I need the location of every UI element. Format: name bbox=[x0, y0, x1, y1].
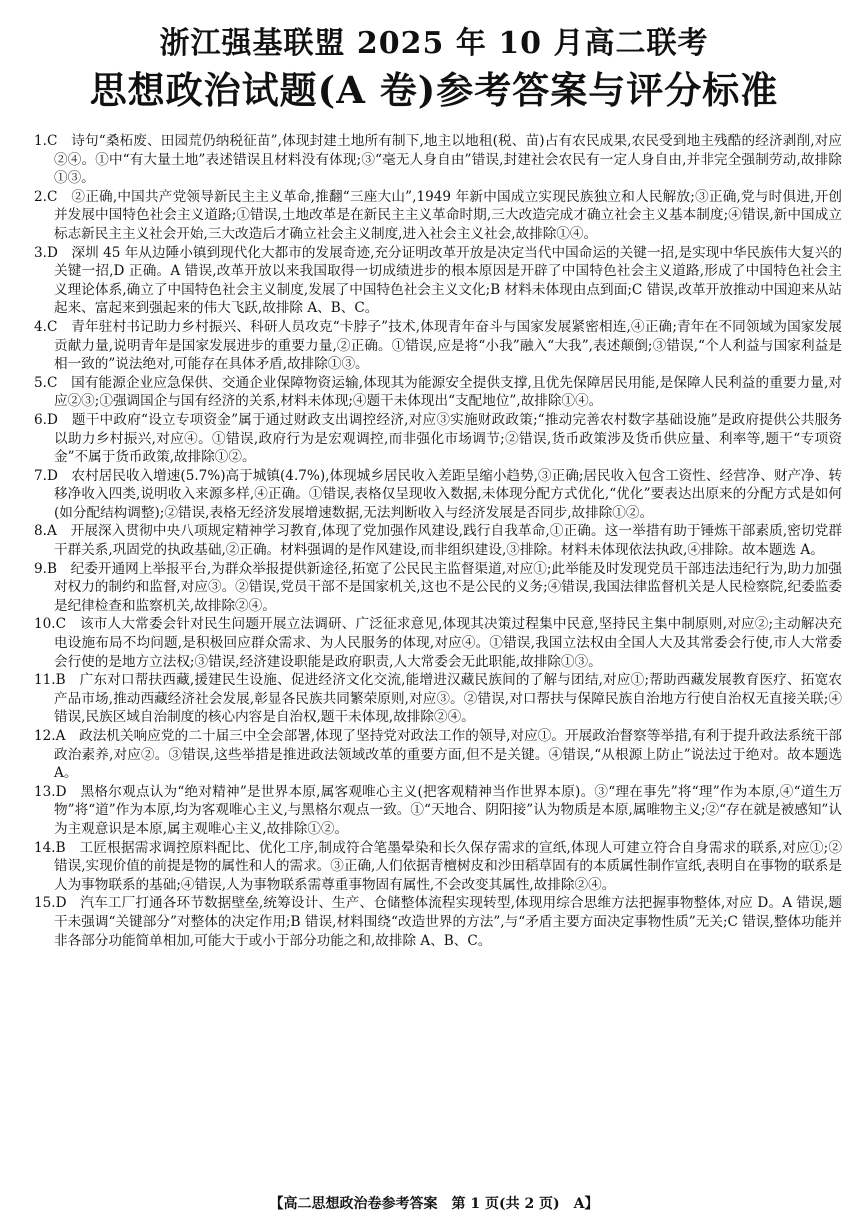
answer-number: 8.A bbox=[34, 523, 57, 540]
answer-item bbox=[34, 411, 842, 467]
answer-explanation: 纪委开通网上举报平台,为群众举报提供新途径,拓宽了公民民主监督渠道,对应①;此举能及时发现党员干部违法违纪行为,助力加强对权力的制约和监督,对应③。②错误,党员干部不是国家机关,这也不是公民的义务;④错误,我国法律监督机关是人民检察院,纪委监委是纪律检查和监察机关,故排除②④。 bbox=[54, 560, 842, 614]
answer-item bbox=[34, 374, 842, 411]
answer-item bbox=[34, 671, 842, 727]
answer-explanation: 青年驻村书记助力乡村振兴、科研人员攻克“卡脖子”技术,体现青年奋斗与国家发展紧密相连,④正确;青年在不同领域为国家发展贡献力量,说明青年是国家发展进步的重要力量,②正确。①错误,应是将“小我”融入“大我”,表述颠倒;③错误,“个人利益与国家利益是相一致的”说法绝对,可能存在具体矛盾,故排除①③。 bbox=[54, 318, 842, 373]
answer-number: 11.B bbox=[34, 672, 66, 689]
answer-number: 3.D bbox=[34, 244, 58, 261]
answer-explanation: 开展深入贯彻中央八项规定精神学习教育,体现了党加强作风建设,践行自我革命,①正确。这一举措有助于锤炼干部素质,密切党群干群关系,巩固党的执政基础,②正确。材料强调的是作风建设,而非组织建设,③排除。材料未体现依法执政,④排除。故本题选 A。 bbox=[54, 523, 843, 559]
answer-number: 13.D bbox=[34, 783, 67, 800]
answer-explanation: 深圳 45 年从边陲小镇到现代化大都市的发展奇迹,充分证明改革开放是决定当代中国命运的关键一招,是实现中华民族伟大复兴的关键一招,D 正确。A 错误,改革开放以来我国取得一切成绩进步的根本原因是开辟了中国特色社会主义道路,形成了中国特色社会主义理论体系,确立了中国特色社会主义制度,发展了中国特色社会主义文化;B 材料未体现由点到面;C 错误,改革开放推动中国迎来从站起来、富起来到强起来的伟大飞跃,故排除 A、B、C。 bbox=[54, 244, 843, 317]
answer-explanation: 广东对口帮扶西藏,援建民生设施、促进经济文化交流,能增进汉藏民族间的了解与团结,对应①;帮助西藏发展教育医疗、拓宽农产品市场,推动西藏经济社会发展,彰显各民族共同繁荣原则,对应③。②错误,对口帮扶与保障民族自治地方行使自治权无直接关联;④错误,民族区域自治制度的核心内容是自治权,题干未体现,故排除②④。 bbox=[54, 672, 843, 726]
answer-item bbox=[34, 615, 842, 671]
answer-explanation: 政法机关响应党的二十届三中全会部署,体现了坚持党对政法工作的领导,对应①。开展政治督察等举措,有利于提升政法系统干部政治素养,对应②。③错误,这些举措是推进政法领域改革的重要方面,但不是关键。④错误,“从根源上防止”说法过于绝对。故本题选 A。 bbox=[54, 728, 843, 782]
answer-number: 9.B bbox=[34, 560, 57, 577]
answer-explanation: 黑格尔观点认为“绝对精神”是世界本原,属客观唯心主义(把客观精神当作世界本原)。③“理在事先”将“理”作为本原,④“道生万物”将“道”作为本原,均为客观唯心主义,与黑格尔观点一致。①“天地合、阴阳接”认为物质是本原,属唯物主义;②“存在就是被感知”认为主观意识是本原,属主观唯心主义,故排除①②。 bbox=[54, 783, 842, 837]
answer-number: 14.B bbox=[34, 839, 66, 856]
answer-key-subtitle: 思想政治试题(A 卷)参考答案与评分标准 bbox=[89, 68, 779, 112]
answer-explanation: ②正确,中国共产党领导新民主主义革命,推翻“三座大山”,1949 年新中国成立实现民族独立和人民解放;③正确,党与时俱进,开创并发展中国特色社会主义道路;①错误,土地改革是在新民主主义革命时期,三大改造完成才确立社会主义基本制度;④错误,新中国成立标志新民主主义社会开始,三大改造后才确立社会主义制度,进入社会主义社会,故排除①④。 bbox=[54, 188, 843, 242]
answer-explanation: 诗句“桑柘废、田园荒仍纳税征苗”,体现封建土地所有制下,地主以地租(税、苗)占有农民成果,农民受到地主残酷的经济剥削,对应②④。①中“有大量土地”表述错误且材料没有体现;③“毫无人身自由”错误,封建社会农民有一定人身自由,并非完全强制劳动,故排除①③。 bbox=[54, 133, 842, 187]
exam-title: 浙江强基联盟 2025 年 10 月高二联考 bbox=[159, 26, 709, 61]
answer-explanation: 农村居民收入增速(5.7%)高于城镇(4.7%),体现城乡居民收入差距呈缩小趋势,③正确;居民收入包含工资性、经营净、财产净、转移净收入四类,说明收入来源多样,④正确。①错误,表格仅呈现收入数据,未体现分配方式优化,“优化”要表达出原来的分配方式是如何(如分配结构调整);②错误,表格无经济发展增速数据,无法判断收入与经济发展是否同步,故排除①②。 bbox=[54, 467, 842, 521]
page-footer: 【高二思想政治卷参考答案 第 1 页(共 2 页) A】 bbox=[269, 1196, 599, 1212]
answer-item bbox=[34, 522, 842, 559]
answer-explanation: 国有能源企业应急保供、交通企业保障物资运输,体现其为能源安全提供支撑,且优先保障居民用能,是保障人民利益的重要力量,对应②③;①强调国企与国有经济的关系,材料未体现;④题干未体现出“支配地位”,故排除①④。 bbox=[54, 374, 842, 410]
answer-number: 6.D bbox=[34, 411, 58, 428]
answer-number: 15.D bbox=[34, 895, 67, 912]
answer-item bbox=[34, 132, 842, 188]
answer-number: 7.D bbox=[34, 467, 58, 484]
answer-number: 10.C bbox=[34, 616, 67, 633]
answer-item bbox=[34, 467, 842, 523]
answer-item bbox=[34, 318, 842, 374]
answer-list bbox=[34, 132, 842, 950]
answer-item bbox=[34, 783, 842, 839]
answer-item bbox=[34, 188, 842, 244]
answer-item bbox=[34, 560, 842, 616]
answer-explanation: 该市人大常委会针对民生问题开展立法调研、广泛征求意见,体现其决策过程集中民意,坚持民主集中制原则,对应②;主动解决充电设施布局不均问题,是积极回应群众需求、为人民服务的体现,对应④。①错误,我国立法权由全国人大及其常委会行使,市人大常委会行使的是地方立法权;③错误,经济建设职能是政府职责,人大常委会无此职能,故排除①③。 bbox=[54, 616, 843, 670]
answer-item bbox=[34, 244, 842, 318]
answer-explanation: 题干中政府“设立专项资金”属于通过财政支出调控经济,对应③实施财政政策;“推动完善农村数字基础设施”是政府提供公共服务以助力乡村振兴,对应④。①错误,政府行为是宏观调控,而非强化市场调节;②错误,货币政策涉及货币供应量、利率等,题干“专项资金”不属于货币政策,故排除①②。 bbox=[54, 411, 842, 466]
answer-number: 4.C bbox=[34, 318, 58, 335]
answer-number: 1.C bbox=[34, 133, 58, 149]
answer-number: 2.C bbox=[34, 188, 58, 205]
answer-number: 5.C bbox=[34, 374, 58, 391]
answer-item bbox=[34, 894, 842, 950]
answer-item bbox=[34, 839, 842, 895]
answer-item bbox=[34, 727, 842, 783]
answer-explanation: 工匠根据需求调控原料配比、优化工序,制成符合笔墨晕染和长久保存需求的宣纸,体现人可建立符合自身需求的联系,对应①;②错误,实现价值的前提是物的属性和人的需求。③正确,人们依据青檀树皮和沙田稻草固有的本质属性制作宣纸,表明自在事物的联系是人为事物联系的基础;④错误,人为事物联系需尊重事物固有属性,不会改变其属性,故排除②④。 bbox=[54, 839, 843, 893]
answer-number: 12.A bbox=[34, 728, 66, 744]
answer-explanation: 汽车工厂打通各环节数据壁垒,统筹设计、生产、仓储整体流程实现转型,体现用综合思维方法把握事物整体,对应 D。A 错误,题干未强调“关键部分”对整体的决定作用;B 错误,材料围绕“改造世界的方法”,与“矛盾主要方面决定事物性质”无关;C 错误,整体功能并非各部分功能简单相加,可能大于或小于部分功能之和,故排除 A、B、C。 bbox=[54, 895, 843, 949]
